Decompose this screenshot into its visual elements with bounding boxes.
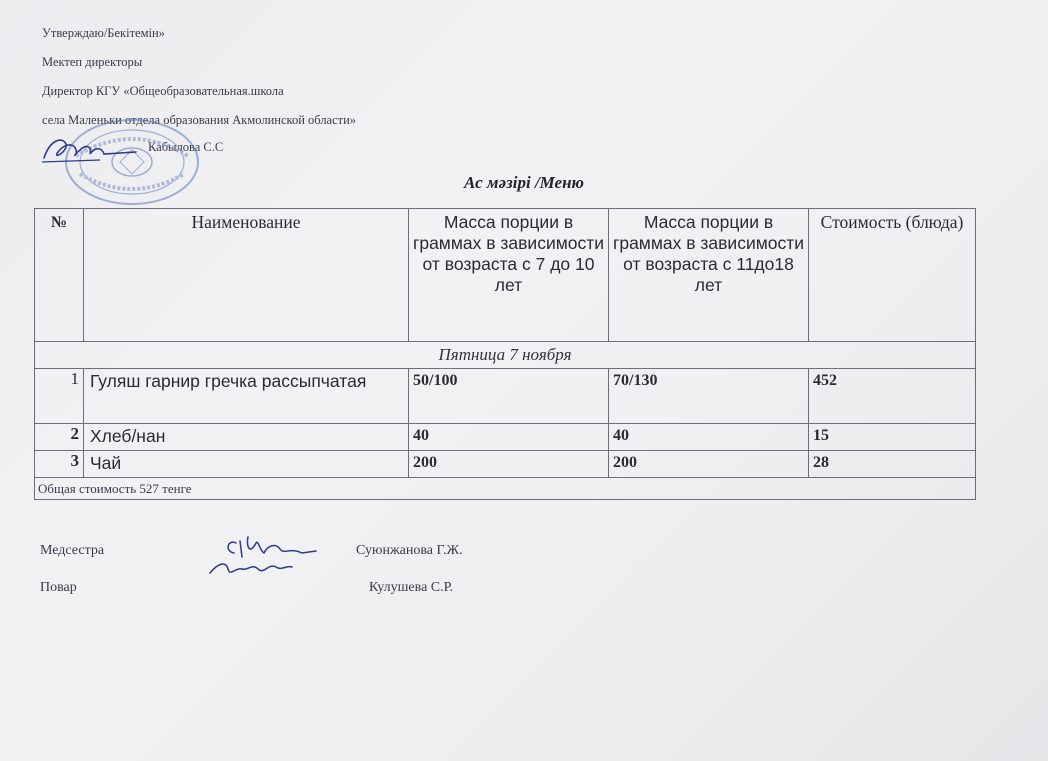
director-name: Кабылова С.С	[148, 140, 224, 154]
table-row	[35, 424, 976, 451]
mass-7-10: 200	[409, 451, 609, 478]
director-line: Директор КГУ «Общеобразовательная.школа	[42, 84, 284, 98]
table-row	[35, 451, 976, 478]
nurse-role: Медсестра	[40, 543, 105, 558]
column-header-cost: Стоимость (блюда)	[809, 209, 976, 342]
mass-11-18: 40	[609, 424, 809, 451]
row-number: 2	[35, 424, 84, 451]
approval-label: Утверждаю/Бекітемін»	[42, 26, 165, 40]
row-number: 3	[35, 451, 84, 478]
position-label: Мектеп директоры	[42, 55, 143, 69]
column-header-mass-7-10: Масса порции в граммах в зависимости от возраста с 7 до 10 лет	[409, 209, 609, 342]
dish-cost: 15	[809, 424, 976, 451]
dish-name: Хлеб/нан	[84, 424, 409, 451]
director-signature	[40, 132, 144, 166]
mass-7-10: 50/100	[409, 369, 609, 424]
total-cost: Общая стоимость 527 тенге	[35, 478, 976, 500]
menu-title: Ас мәзірі /Меню	[464, 173, 584, 192]
total-row	[35, 478, 976, 500]
dish-cost: 28	[809, 451, 976, 478]
staff-signature	[206, 533, 326, 581]
table-header-row	[35, 209, 976, 342]
table-row	[35, 369, 976, 424]
mass-11-18: 200	[609, 451, 809, 478]
column-header-number: №	[35, 209, 84, 342]
cook-role: Повар	[40, 580, 77, 595]
column-header-name: Наименование	[84, 209, 409, 342]
nurse-name: Суюнжанова Г.Ж.	[356, 543, 463, 558]
mass-7-10: 40	[409, 424, 609, 451]
day-row	[35, 342, 976, 369]
mass-11-18: 70/130	[609, 369, 809, 424]
column-header-mass-11-18: Масса порции в граммах в зависимости от возраста с 11до18 лет	[609, 209, 809, 342]
dish-name: Гуляш гарнир гречка рассыпчатая	[84, 369, 409, 424]
row-number: 1	[35, 369, 84, 424]
cook-name: Кулушева С.Р.	[369, 580, 454, 595]
dish-name: Чай	[84, 451, 409, 478]
menu-table	[34, 208, 976, 500]
day-label: Пятница 7 ноября	[35, 342, 976, 369]
dish-cost: 452	[809, 369, 976, 424]
village-line: села Маленьки отдела образования Акмолинской области»	[42, 113, 357, 127]
